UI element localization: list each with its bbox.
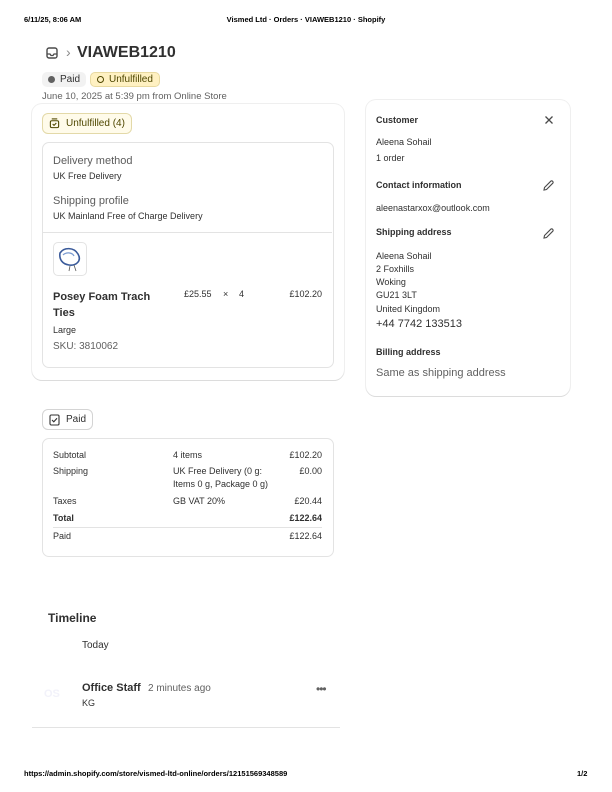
quantity: 4	[239, 289, 245, 299]
address-line: Woking	[376, 277, 406, 287]
customer-orders[interactable]: 1 order	[376, 153, 405, 163]
divider	[32, 727, 340, 728]
multiply-sign: ×	[223, 289, 229, 299]
divider	[43, 232, 332, 233]
address-line: Aleena Sohail	[376, 251, 432, 261]
paid-label: Paid	[53, 531, 72, 541]
page-title: VIAWEB1210	[77, 44, 176, 61]
shipping-profile-label: Shipping profile	[53, 195, 129, 207]
filled-dot-icon	[48, 76, 55, 83]
taxes-desc: GB VAT 20%	[173, 496, 226, 506]
taxes-label: Taxes	[53, 496, 77, 506]
edit-address-icon[interactable]	[542, 227, 555, 240]
timeline-entry-text: KG	[82, 698, 96, 708]
print-page-number: 1/2	[577, 769, 588, 778]
billing-address-heading: Billing address	[376, 347, 441, 357]
address-line: United Kingdom	[376, 304, 441, 314]
shipping-desc-weights: Items 0 g, Package 0 g)	[173, 479, 269, 489]
print-url: https://admin.shopify.com/store/vismed-ltd-online/orders/12151569348589	[24, 769, 288, 778]
subtotal-desc: 4 items	[173, 450, 203, 460]
shipping-amount: £0.00	[299, 466, 322, 476]
customer-email[interactable]: aleenastarxox@outlook.com	[376, 203, 490, 213]
product-thumbnail[interactable]	[53, 242, 87, 276]
receipt-check-icon	[49, 414, 60, 426]
unit-price: £25.55	[184, 289, 212, 299]
shipping-desc: UK Free Delivery (0 g:	[173, 466, 263, 476]
paid-status-text: Paid	[66, 414, 87, 425]
line-total: £102.20	[289, 289, 322, 299]
print-page-title: Vismed Ltd · Orders · VIAWEB1210 · Shopify	[226, 15, 386, 24]
timeline-entry-time: 2 minutes ago	[148, 683, 211, 694]
orders-icon[interactable]	[44, 45, 60, 61]
product-variant: Large	[53, 325, 77, 335]
payment-status-text: Paid	[60, 74, 81, 85]
delivery-method-value: UK Free Delivery	[53, 171, 122, 181]
address-line: 2 Foxhills	[376, 264, 415, 274]
total-label: Total	[53, 513, 74, 523]
package-icon	[49, 118, 60, 129]
fulfillment-status-text: Unfulfilled	[109, 74, 153, 85]
timeline-day: Today	[82, 640, 109, 651]
print-datetime: 6/11/25, 8:06 AM	[24, 15, 82, 24]
breadcrumb-separator: ›	[66, 44, 71, 60]
shipping-address-heading: Shipping address	[376, 227, 452, 237]
order-date: June 10, 2025 at 5:39 pm from Online Store	[42, 91, 227, 102]
divider	[53, 527, 322, 528]
fulfillment-status-badge	[90, 72, 160, 87]
billing-address-value: Same as shipping address	[376, 367, 506, 379]
subtotal-amount: £102.20	[289, 450, 322, 460]
timeline-entry-author: Office Staff	[82, 682, 141, 694]
taxes-amount: £20.44	[294, 496, 322, 506]
delivery-method-label: Delivery method	[53, 155, 133, 167]
avatar: OS	[44, 688, 60, 700]
subtotal-label: Subtotal	[53, 450, 87, 460]
close-icon[interactable]	[543, 113, 555, 125]
contact-heading: Contact information	[376, 180, 462, 190]
shipping-profile-value: UK Mainland Free of Charge Delivery	[53, 211, 203, 221]
unfulfilled-count-badge	[42, 113, 132, 134]
address-line: GU21 3LT	[376, 290, 417, 300]
more-actions-icon[interactable]: •••	[316, 682, 326, 696]
total-amount: £122.64	[289, 513, 322, 523]
hollow-dot-icon	[97, 76, 104, 83]
customer-name[interactable]: Aleena Sohail	[376, 137, 432, 147]
product-name[interactable]: Posey Foam Trach Ties	[53, 291, 151, 319]
edit-contact-icon[interactable]	[542, 179, 555, 192]
payment-status-badge	[42, 72, 86, 87]
customer-phone[interactable]: +44 7742 133513	[376, 318, 462, 330]
timeline-heading: Timeline	[48, 611, 97, 625]
unfulfilled-count-text: Unfulfilled (4)	[66, 118, 125, 129]
paid-amount: £122.64	[289, 531, 322, 541]
shipping-label: Shipping	[53, 466, 89, 476]
customer-heading: Customer	[376, 115, 419, 125]
paid-status-badge	[42, 409, 93, 430]
product-sku: SKU: 3810062	[53, 341, 119, 352]
